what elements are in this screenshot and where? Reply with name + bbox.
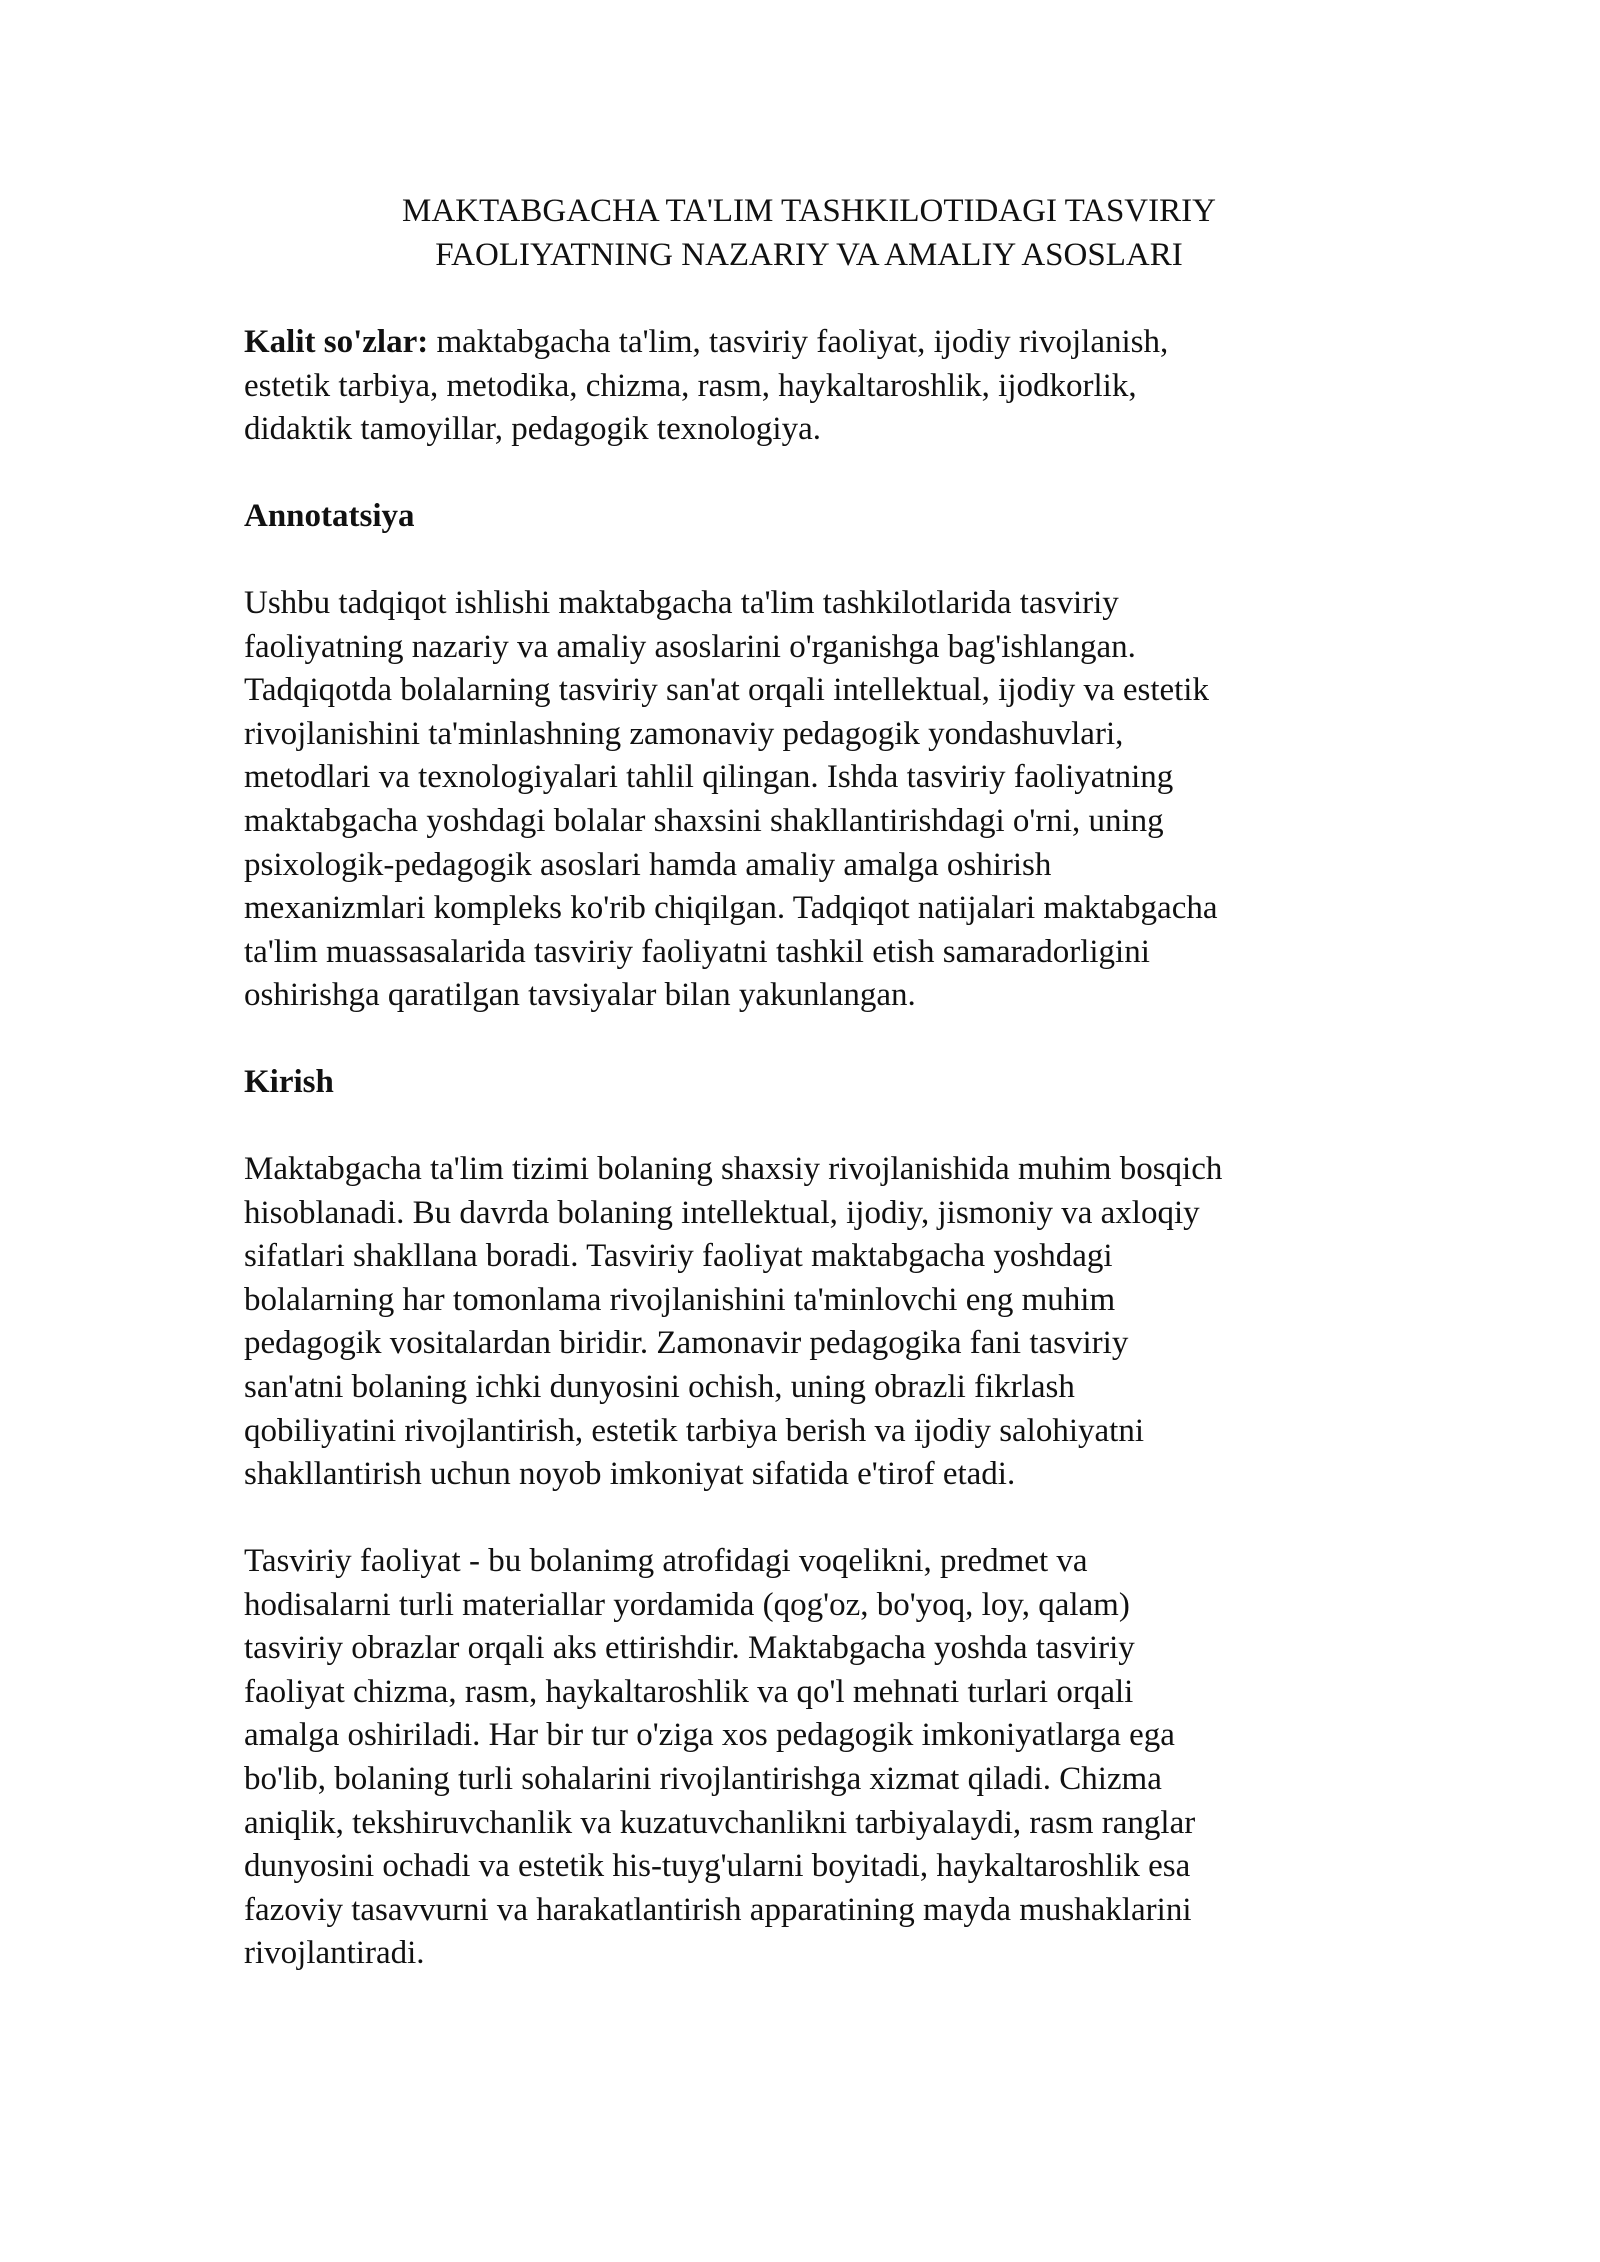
keywords-label: Kalit so'zlar: <box>244 324 429 360</box>
keywords-line <box>244 321 1384 365</box>
paragraph-line: Tadqiqotda bolalarning tasviriy san'at orqali intellektual, ijodiy va estetik <box>244 672 1209 709</box>
paragraph-line: faoliyatning nazariy va amaliy asoslarini o'rganishga bag'ishlangan. <box>244 628 1136 665</box>
paragraph-line: hisoblanadi. Bu davrda bolaning intellektual, ijodiy, jismoniy va axloqiy <box>244 1194 1200 1231</box>
paragraph-line: psixologik-pedagogik asoslari hamda amaliy amalga oshirish <box>244 846 1052 883</box>
paragraph-line: hodisalarni turli materiallar yordamida (qog'oz, bo'yoq, loy, qalam) <box>244 1586 1130 1623</box>
paragraph-line: shakllantirish uchun noyob imkoniyat sifatida e'tirof etadi. <box>244 1456 1016 1493</box>
title-line: MAKTABGACHA TA'LIM TASHKILOTIDAGI TASVIRIY <box>402 193 1216 229</box>
keywords-section <box>244 321 1384 452</box>
paragraph-line: Tasviriy faoliyat - bu bolanimg atrofidagi voqelikni, predmet va <box>244 1543 1088 1579</box>
introduction-paragraph-2 <box>244 1540 1384 1976</box>
document-title <box>244 190 1374 277</box>
paragraph-line: rivojlanishini ta'minlashning zamonaviy pedagogik yondashuvlari, <box>244 715 1124 752</box>
paragraph-line: ta'lim muassasalarida tasviriy faoliyatni tashkil etish samaradorligini <box>244 933 1150 970</box>
annotation-heading: Annotatsiya <box>244 498 415 534</box>
paragraph-line: sifatlari shakllana boradi. Tasviriy faoliyat maktabgacha yoshdagi <box>244 1238 1113 1275</box>
paragraph-line: pedagogik vositalardan biridir. Zamonavir pedagogika fani tasviriy <box>244 1325 1129 1362</box>
paragraph-line: bolalarning har tomonlama rivojlanishini ta'minlovchi eng muhim <box>244 1281 1116 1318</box>
paragraph-line: bo'lib, bolaning turli sohalarini rivojlantirishga xizmat qiladi. Chizma <box>244 1760 1162 1797</box>
paragraph-line: san'atni bolaning ichki dunyosini ochish, uning obrazli fikrlash <box>244 1368 1075 1405</box>
keywords-text: maktabgacha ta'lim, tasviriy faoliyat, ijodiy rivojlanish, <box>428 324 1169 360</box>
paragraph-line: faoliyat chizma, rasm, haykaltaroshlik va qo'l mehnati turlari orqali <box>244 1673 1134 1710</box>
introduction-heading: Kirish <box>244 1064 334 1100</box>
paragraph-line: tasviriy obrazlar orqali aks ettirishdir. Maktabgacha yoshda tasviriy <box>244 1630 1135 1667</box>
paragraph-line: Ushbu tadqiqot ishlishi maktabgacha ta'lim tashkilotlarida tasviriy <box>244 585 1119 621</box>
paragraph-line: Maktabgacha ta'lim tizimi bolaning shaxsiy rivojlanishida muhim bosqich <box>244 1151 1223 1187</box>
keywords-line: estetik tarbiya, metodika, chizma, rasm, haykaltaroshlik, ijodkorlik, <box>244 367 1137 404</box>
paragraph-line: oshirishga qaratilgan tavsiyalar bilan yakunlangan. <box>244 977 916 1014</box>
paragraph-line: maktabgacha yoshdagi bolalar shaxsini shakllantirishdagi o'rni, uning <box>244 802 1164 839</box>
paragraph-line: qobiliyatini rivojlantirish, estetik tarbiya berish va ijodiy salohiyatni <box>244 1412 1145 1449</box>
paragraph-line: aniqlik, tekshiruvchanlik va kuzatuvchanlikni tarbiyalaydi, rasm ranglar <box>244 1804 1196 1841</box>
paragraph-line: rivojlantiradi. <box>244 1935 425 1972</box>
paragraph-line: mexanizmlari kompleks ko'rib chiqilgan. Tadqiqot natijalari maktabgacha <box>244 890 1218 927</box>
keywords-line: didaktik tamoyillar, pedagogik texnologiya. <box>244 411 821 448</box>
paragraph-line: amalga oshiriladi. Har bir tur o'ziga xos pedagogik imkoniyatlarga ega <box>244 1717 1175 1754</box>
paragraph-line: dunyosini ochadi va estetik his-tuyg'ularni boyitadi, haykaltaroshlik esa <box>244 1848 1191 1885</box>
introduction-paragraph-1 <box>244 1148 1384 1497</box>
annotation-paragraph <box>244 582 1384 1018</box>
paragraph-line: fazoviy tasavvurni va harakatlantirish apparatining mayda mushaklarini <box>244 1891 1192 1928</box>
paragraph-line: metodlari va texnologiyalari tahlil qilingan. Ishda tasviriy faoliyatning <box>244 759 1174 796</box>
title-line: FAOLIYATNING NAZARIY VA AMALIY ASOSLARI <box>435 236 1183 273</box>
